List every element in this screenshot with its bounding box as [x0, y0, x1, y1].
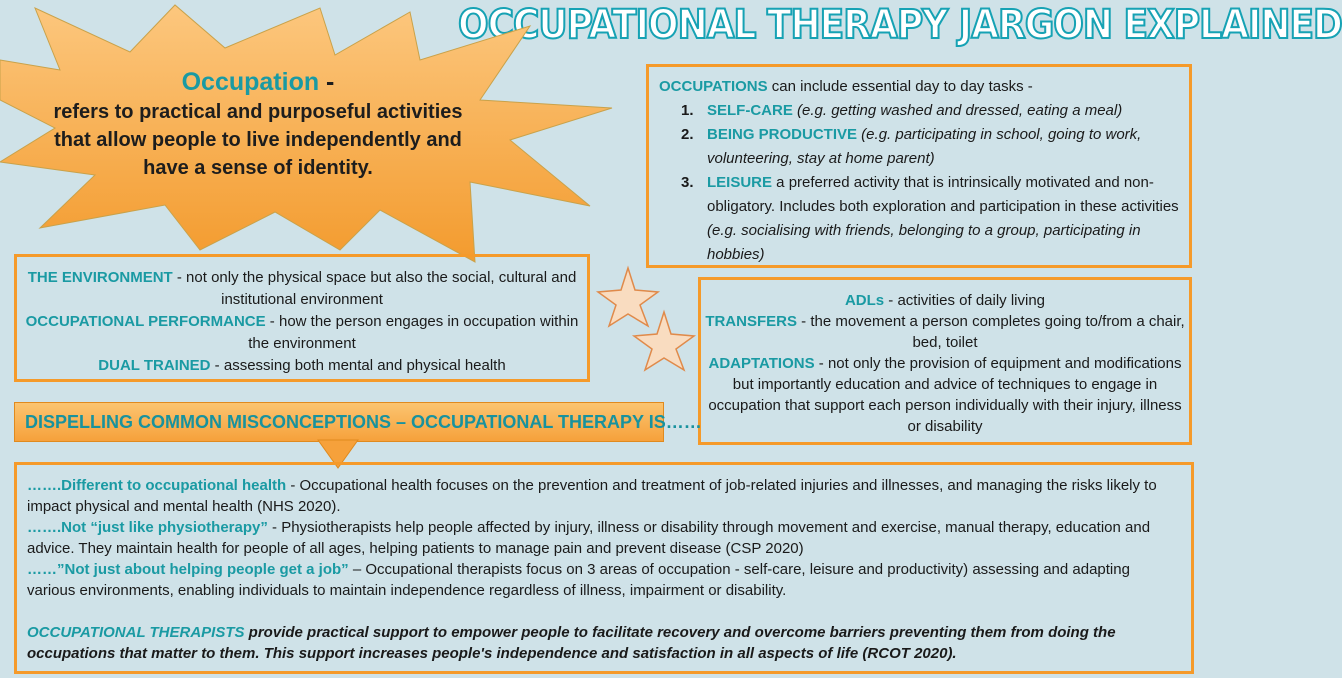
list-item	[17, 311, 587, 355]
conclusion	[27, 622, 1181, 664]
list-term: …….Different to occupational health	[27, 477, 287, 494]
occupations-intro-term: OCCUPATIONS	[659, 78, 768, 95]
list-desc: - the movement a person completes going to/from a chair, bed, toilet	[796, 313, 1185, 351]
list-term: TRANSFERS	[705, 313, 797, 330]
occupations-intro	[659, 75, 1179, 99]
list-term: LEISURE	[707, 174, 773, 191]
star-icon	[598, 264, 698, 374]
list-item	[701, 311, 1189, 353]
list-desc: - not only the physical space but also the social, cultural and institutional environment	[172, 269, 577, 308]
list-example: (e.g. participating in school, going to work, volunteering, stay at home parent)	[707, 126, 1142, 167]
list-desc: – Occupational therapists focus on 3 areas of occupation - self-care, leisure and productivity) assessing and adapting various environments, enabling individuals to maintain independence regardless of illness, impairment or disability.	[27, 561, 1130, 599]
page-title: OCCUPATIONAL THERAPY JARGON EXPLAINED	[458, 2, 1342, 48]
list-item	[659, 123, 1179, 171]
occupation-definition-text: refers to practical and purposeful activities that allow people to live independently and have a sense of identity.	[53, 101, 463, 179]
list-number: 1.	[681, 102, 694, 119]
list-desc: a preferred activity that is intrinsically motivated and non-obligatory. Includes both exploration and participation in these activities	[707, 174, 1179, 215]
list-term: BEING PRODUCTIVE	[707, 126, 858, 143]
list-item	[27, 475, 1181, 517]
list-term: DUAL TRAINED	[98, 357, 211, 374]
list-term: SELF-CARE	[707, 102, 793, 119]
list-item	[701, 353, 1189, 437]
list-example: (e.g. socialising with friends, belonging to a group, participating in hobbies)	[707, 222, 1141, 263]
list-example: (e.g. getting washed and dressed, eating a meal)	[792, 102, 1123, 119]
list-desc: - Physiotherapists help people affected by injury, illness or disability through movement and exercise, manual therapy, education and advice. They maintain health for people of all ages, helping patients to manage pain and prevent disease (CSP 2020)	[27, 519, 1151, 557]
list-desc: - not only the provision of equipment and modifications but importantly education and advice of techniques to engage in occupation that support each person individually with their injury, illness or disability	[708, 355, 1182, 435]
list-item	[701, 290, 1189, 311]
list-number: 2.	[681, 126, 694, 143]
occupations-list	[659, 99, 1179, 267]
list-desc: - activities of daily living	[884, 292, 1046, 309]
list-term: ……”Not just about helping people get a job”	[27, 561, 349, 578]
list-term: ADAPTATIONS	[708, 355, 815, 372]
list-desc: - Occupational health focuses on the prevention and treatment of job-related injuries and illnesses, and managing the risks likely to impact physical and mental health (NHS 2020).	[27, 477, 1157, 515]
list-item	[659, 99, 1179, 123]
list-desc: - how the person engages in occupation within the environment	[248, 313, 579, 352]
occupations-box	[646, 64, 1192, 268]
environment-box	[14, 254, 590, 382]
misconceptions-banner: DISPELLING COMMON MISCONCEPTIONS – OCCUPATIONAL THERAPY IS……	[14, 402, 664, 442]
list-term: ADLs	[844, 292, 885, 309]
occupation-term: Occupation	[181, 68, 320, 96]
occupations-intro-text: can include essential day to day tasks -	[767, 78, 1033, 95]
list-item	[17, 355, 587, 377]
conclusion-term: OCCUPATIONAL THERAPISTS	[27, 624, 245, 641]
conclusion-text: provide practical support to empower people to facilitate recovery and overcome barriers preventing them from doing the occupations that matter to them. This support increases people's independence and satisfaction in all aspects of life (RCOT 2020).	[27, 624, 1116, 662]
list-item	[27, 559, 1181, 601]
occupation-dash: -	[319, 68, 335, 96]
list-item	[659, 171, 1179, 267]
occupation-definition	[48, 66, 468, 182]
list-desc: - assessing both mental and physical health	[210, 357, 506, 374]
list-term: THE ENVIRONMENT	[27, 269, 173, 286]
list-term: …….Not “just like physiotherapy”	[27, 519, 268, 536]
list-item	[17, 267, 587, 311]
adl-box	[698, 277, 1192, 445]
misconceptions-box	[14, 462, 1194, 674]
list-number: 3.	[681, 174, 694, 191]
list-term: OCCUPATIONAL PERFORMANCE	[25, 313, 266, 330]
list-item	[27, 517, 1181, 559]
